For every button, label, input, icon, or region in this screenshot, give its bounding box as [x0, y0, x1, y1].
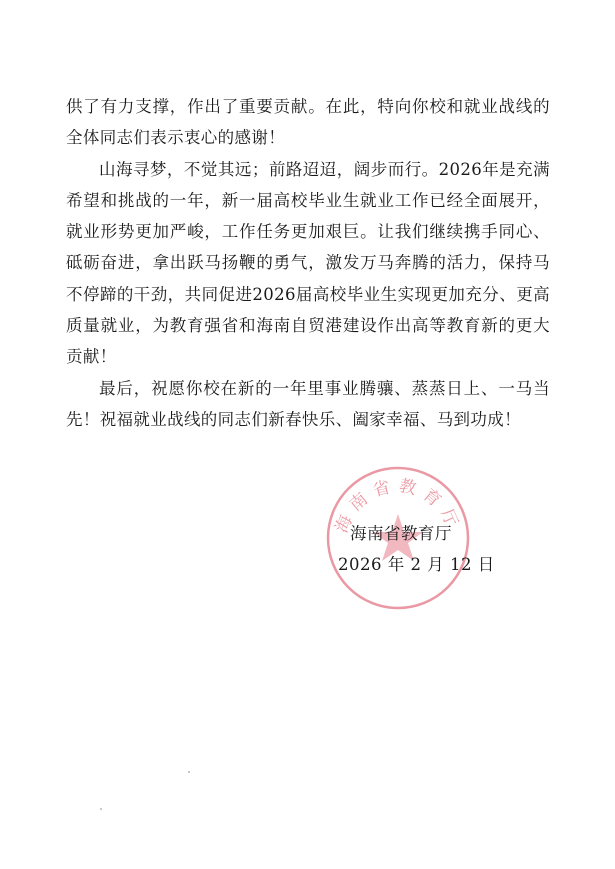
signature-organization: 海南省教育厅 [350, 524, 452, 543]
seal-lettering: 海南省教育厅 [331, 476, 465, 537]
letter-body [66, 91, 550, 435]
scan-speck [100, 808, 102, 810]
paragraph-closing-wishes: 最后，祝愿你校在新的一年里事业腾骧、蒸蒸日上、一马当先！祝福就业战线的同志们新春快乐、阖家幸福、马到功成！ [66, 378, 550, 429]
paragraph-continuation: 供了有力支撑，作出了重要贡献。在此，特向你校和就业战线的全体同志们表示衷心的感谢！ [66, 97, 550, 148]
signature-date: 2026 年 2 月 12 日 [338, 555, 495, 574]
paragraph-outlook: 山海寻梦，不觉其远；前路迢迢，阔步而行。2026年是充满希望和挑战的一年，新一届高校毕业生就业工作已经全面展开，就业形势更加严峻，工作任务更加艰巨。让我们继续携手同心、砥砺奋进，拿出跃马扬鞭的勇气，激发万马奔腾的活力，保持马不停蹄的干劲，共同促进2026届高校毕业生实现更加充分、更高质量就业，为教育强省和海南自贸港建设作出高等教育新的更大贡献！ [66, 159, 550, 367]
scan-speck [188, 771, 190, 773]
